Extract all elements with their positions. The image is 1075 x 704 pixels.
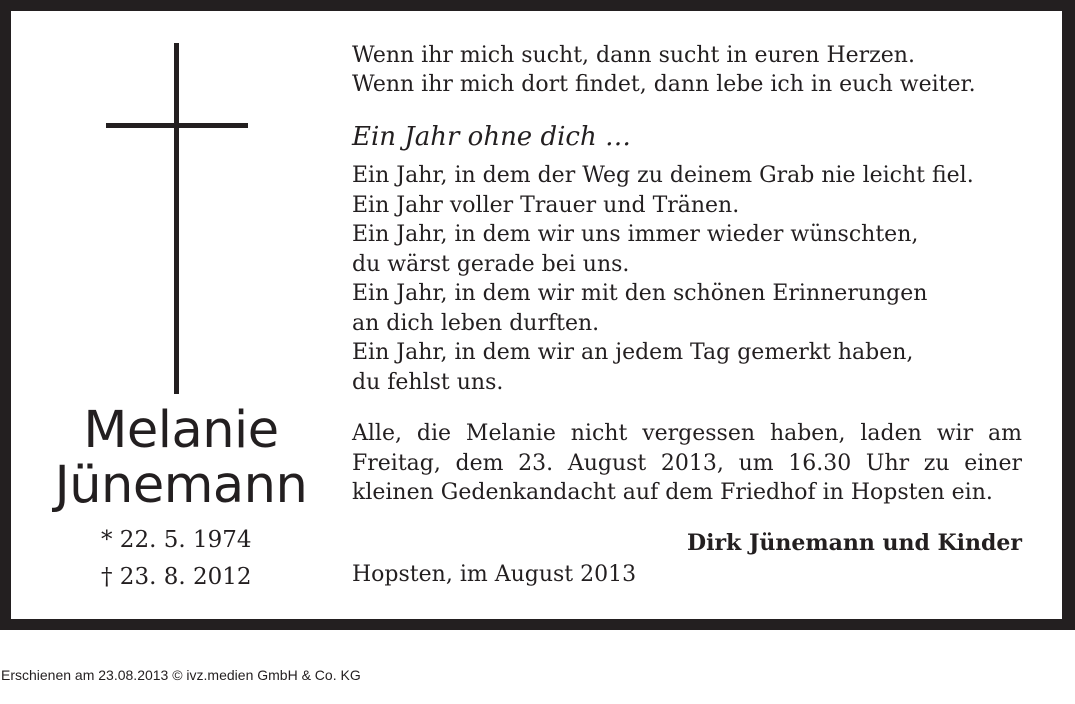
- death-date: † 23. 8. 2012: [101, 564, 252, 590]
- memorial-invitation: Alle, die Melanie nicht vergessen haben, laden wir am Freitag, dem 23. August 2013, um 16.30 Uhr zu einer kleinen Gedenkandacht auf dem Friedhof in Hopsten ein.: [352, 421, 1022, 505]
- last-name: Jünemann: [54, 456, 308, 515]
- cross-horizontal-bar: [106, 123, 248, 128]
- poem-line: Ein Jahr voller Trauer und Tränen.: [352, 192, 740, 218]
- poem-line: Ein Jahr, in dem der Weg zu deinem Grab nie leicht fiel.: [352, 163, 974, 188]
- poem-intro-line: Wenn ihr mich dort findet, dann lebe ich in euch weiter.: [352, 72, 976, 97]
- signature: Dirk Jünemann und Kinder: [687, 530, 1022, 556]
- obituary-card: [11, 11, 1062, 619]
- poem-body: [352, 161, 1042, 397]
- poem-line: an dich leben durften.: [352, 310, 600, 336]
- place-and-date: Hopsten, im August 2013: [352, 562, 637, 587]
- poem-heading: Ein Jahr ohne dich …: [352, 122, 631, 152]
- poem-line: du wärst gerade bei uns.: [352, 251, 630, 277]
- poem-line: Ein Jahr, in dem wir uns immer wieder wünschten,: [352, 222, 919, 247]
- cross-vertical-bar: [174, 43, 179, 394]
- first-name: Melanie: [83, 401, 279, 460]
- life-dates: [101, 522, 301, 596]
- deceased-name: [31, 403, 331, 513]
- poem-line: du fehlst uns.: [352, 369, 504, 395]
- poem-line: Ein Jahr, in dem wir an jedem Tag gemerkt haben,: [352, 340, 914, 365]
- poem-intro: [352, 41, 1042, 99]
- poem-line: Ein Jahr, in dem wir mit den schönen Erinnerungen: [352, 281, 928, 306]
- poem-intro-line: Wenn ihr mich sucht, dann sucht in euren Herzen.: [352, 43, 915, 68]
- publication-credit: Erschienen am 23.08.2013 © ivz.medien GmbH & Co. KG: [1, 667, 361, 683]
- birth-date: * 22. 5. 1974: [101, 527, 252, 553]
